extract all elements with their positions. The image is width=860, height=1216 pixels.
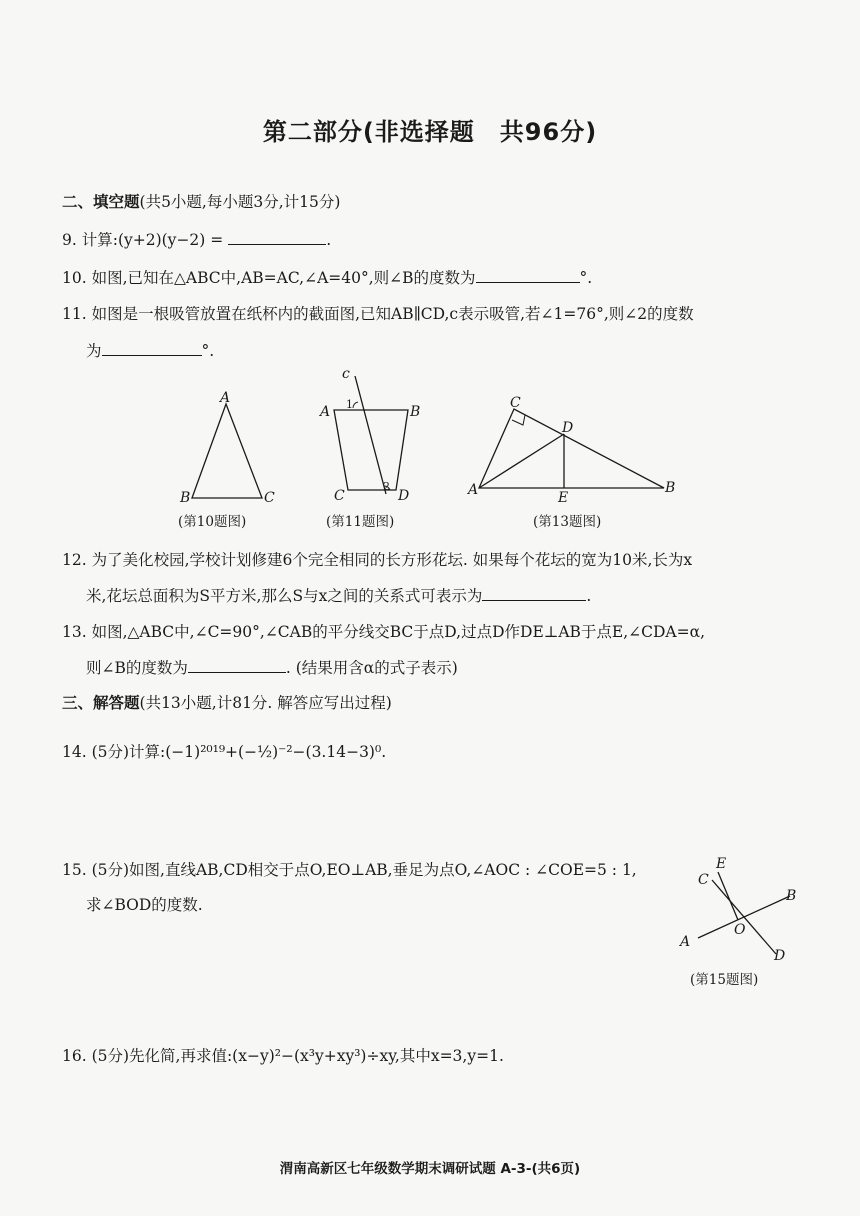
cup-outline <box>334 410 408 490</box>
straw-line <box>355 376 386 494</box>
angle-1-arc <box>353 402 358 408</box>
answer-blank <box>188 658 286 673</box>
question-13-text: 13. 如图,△ABC中,∠C=90°,∠CAB的平分线交BC于点D,过点D作DE⊥AB于点E,∠CDA=α, <box>62 623 706 641</box>
question-11-text-2: 为 <box>86 342 102 360</box>
label-d: D <box>774 948 786 964</box>
label-d: D <box>562 420 574 436</box>
answer-blank <box>228 230 326 245</box>
question-13-text-2: 则∠B的度数为 <box>86 659 188 677</box>
answer-blank <box>482 586 586 601</box>
question-12-end: . <box>586 587 592 605</box>
figure-10-caption: (第10题图) <box>178 514 247 530</box>
figure-11 <box>316 364 426 514</box>
line-cd <box>712 880 776 954</box>
label-e: E <box>558 490 569 506</box>
ray-eo <box>718 872 738 920</box>
label-c: C <box>510 395 521 411</box>
question-14: 14. (5分)计算:(−1)²⁰¹⁹+(−½)⁻²−(3.14−3)⁰. <box>62 743 387 761</box>
question-15-line2: 求∠BOD的度数. <box>86 896 203 914</box>
figure-13 <box>465 388 685 508</box>
figure-15 <box>672 852 812 968</box>
page-footer: 渭南高新区七年级数学期末调研试题 A-3-(共6页) <box>279 1161 581 1177</box>
label-d: D <box>398 488 410 504</box>
label-c: C <box>264 490 275 506</box>
question-12-line2 <box>86 584 591 606</box>
question-13 <box>62 620 705 642</box>
label-e: E <box>716 856 727 872</box>
answer-blank <box>476 268 580 283</box>
question-9-text: 9. 计算:(y+2)(y−2) = <box>62 231 224 249</box>
question-11-line2 <box>86 339 214 361</box>
label-b: B <box>665 480 676 496</box>
question-9 <box>62 228 331 250</box>
figure-11-caption: (第11题图) <box>326 514 395 530</box>
section-answer-desc: (共13小题,计81分. 解答应写出过程) <box>139 694 392 712</box>
question-16: 16. (5分)先化简,再求值:(x−y)²−(x³y+xy³)÷xy,其中x=3,y=1. <box>62 1047 504 1065</box>
question-12 <box>62 548 692 570</box>
section-fill-in-header <box>62 190 340 212</box>
question-9-end: . <box>326 231 332 249</box>
figure-15-caption: (第15题图) <box>690 972 759 988</box>
label-c: C <box>698 872 709 888</box>
right-angle-mark <box>512 415 525 425</box>
label-c: C <box>334 488 345 504</box>
label-b: B <box>410 404 421 420</box>
question-10-text: 10. 如图,已知在△ABC中,AB=AC,∠A=40°,则∠B的度数为 <box>62 269 476 287</box>
question-12-text: 12. 为了美化校园,学校计划修建6个完全相同的长方形花坛. 如果每个花坛的宽为10米,长为x <box>62 551 693 569</box>
label-b: B <box>180 490 191 506</box>
answer-blank <box>102 341 202 356</box>
section-answer-header <box>62 691 392 713</box>
part-title: 第二部分(非选择题 共96分) <box>262 118 598 146</box>
bisector-ad <box>479 434 564 488</box>
question-11-text: 11. 如图是一根吸管放置在纸杯内的截面图,已知AB∥CD,c表示吸管,若∠1=76°,则∠2的度数 <box>62 305 694 323</box>
label-a: A <box>320 404 331 420</box>
question-13-end: . (结果用含α的式子表示) <box>285 659 458 677</box>
figure-13-caption: (第13题图) <box>533 514 602 530</box>
question-10-end: °. <box>579 269 593 287</box>
section-fill-in-label: 二、填空题 <box>62 193 140 211</box>
label-c-line: c <box>342 366 350 382</box>
question-12-text-2: 米,花坛总面积为S平方米,那么S与x之间的关系式可表示为 <box>86 587 483 605</box>
angle-2-label: 2 <box>383 480 390 493</box>
section-fill-in-desc: (共5小题,每小题3分,计15分) <box>139 193 341 211</box>
label-o: O <box>734 922 746 938</box>
angle-1-label: 1 <box>346 398 353 411</box>
figure-10 <box>170 384 290 530</box>
question-13-line2 <box>86 656 458 678</box>
section-answer-label: 三、解答题 <box>62 694 140 712</box>
question-11 <box>62 302 694 324</box>
label-b: B <box>786 888 797 904</box>
question-11-end: °. <box>201 342 215 360</box>
question-15: 15. (5分)如图,直线AB,CD相交于点O,EO⊥AB,垂足为点O,∠AOC : ∠COE=5 : 1, <box>62 861 637 879</box>
label-a: A <box>680 934 691 950</box>
label-a: A <box>220 390 231 406</box>
question-10 <box>62 266 592 288</box>
label-a: A <box>468 482 479 498</box>
triangle-abc <box>192 404 262 498</box>
